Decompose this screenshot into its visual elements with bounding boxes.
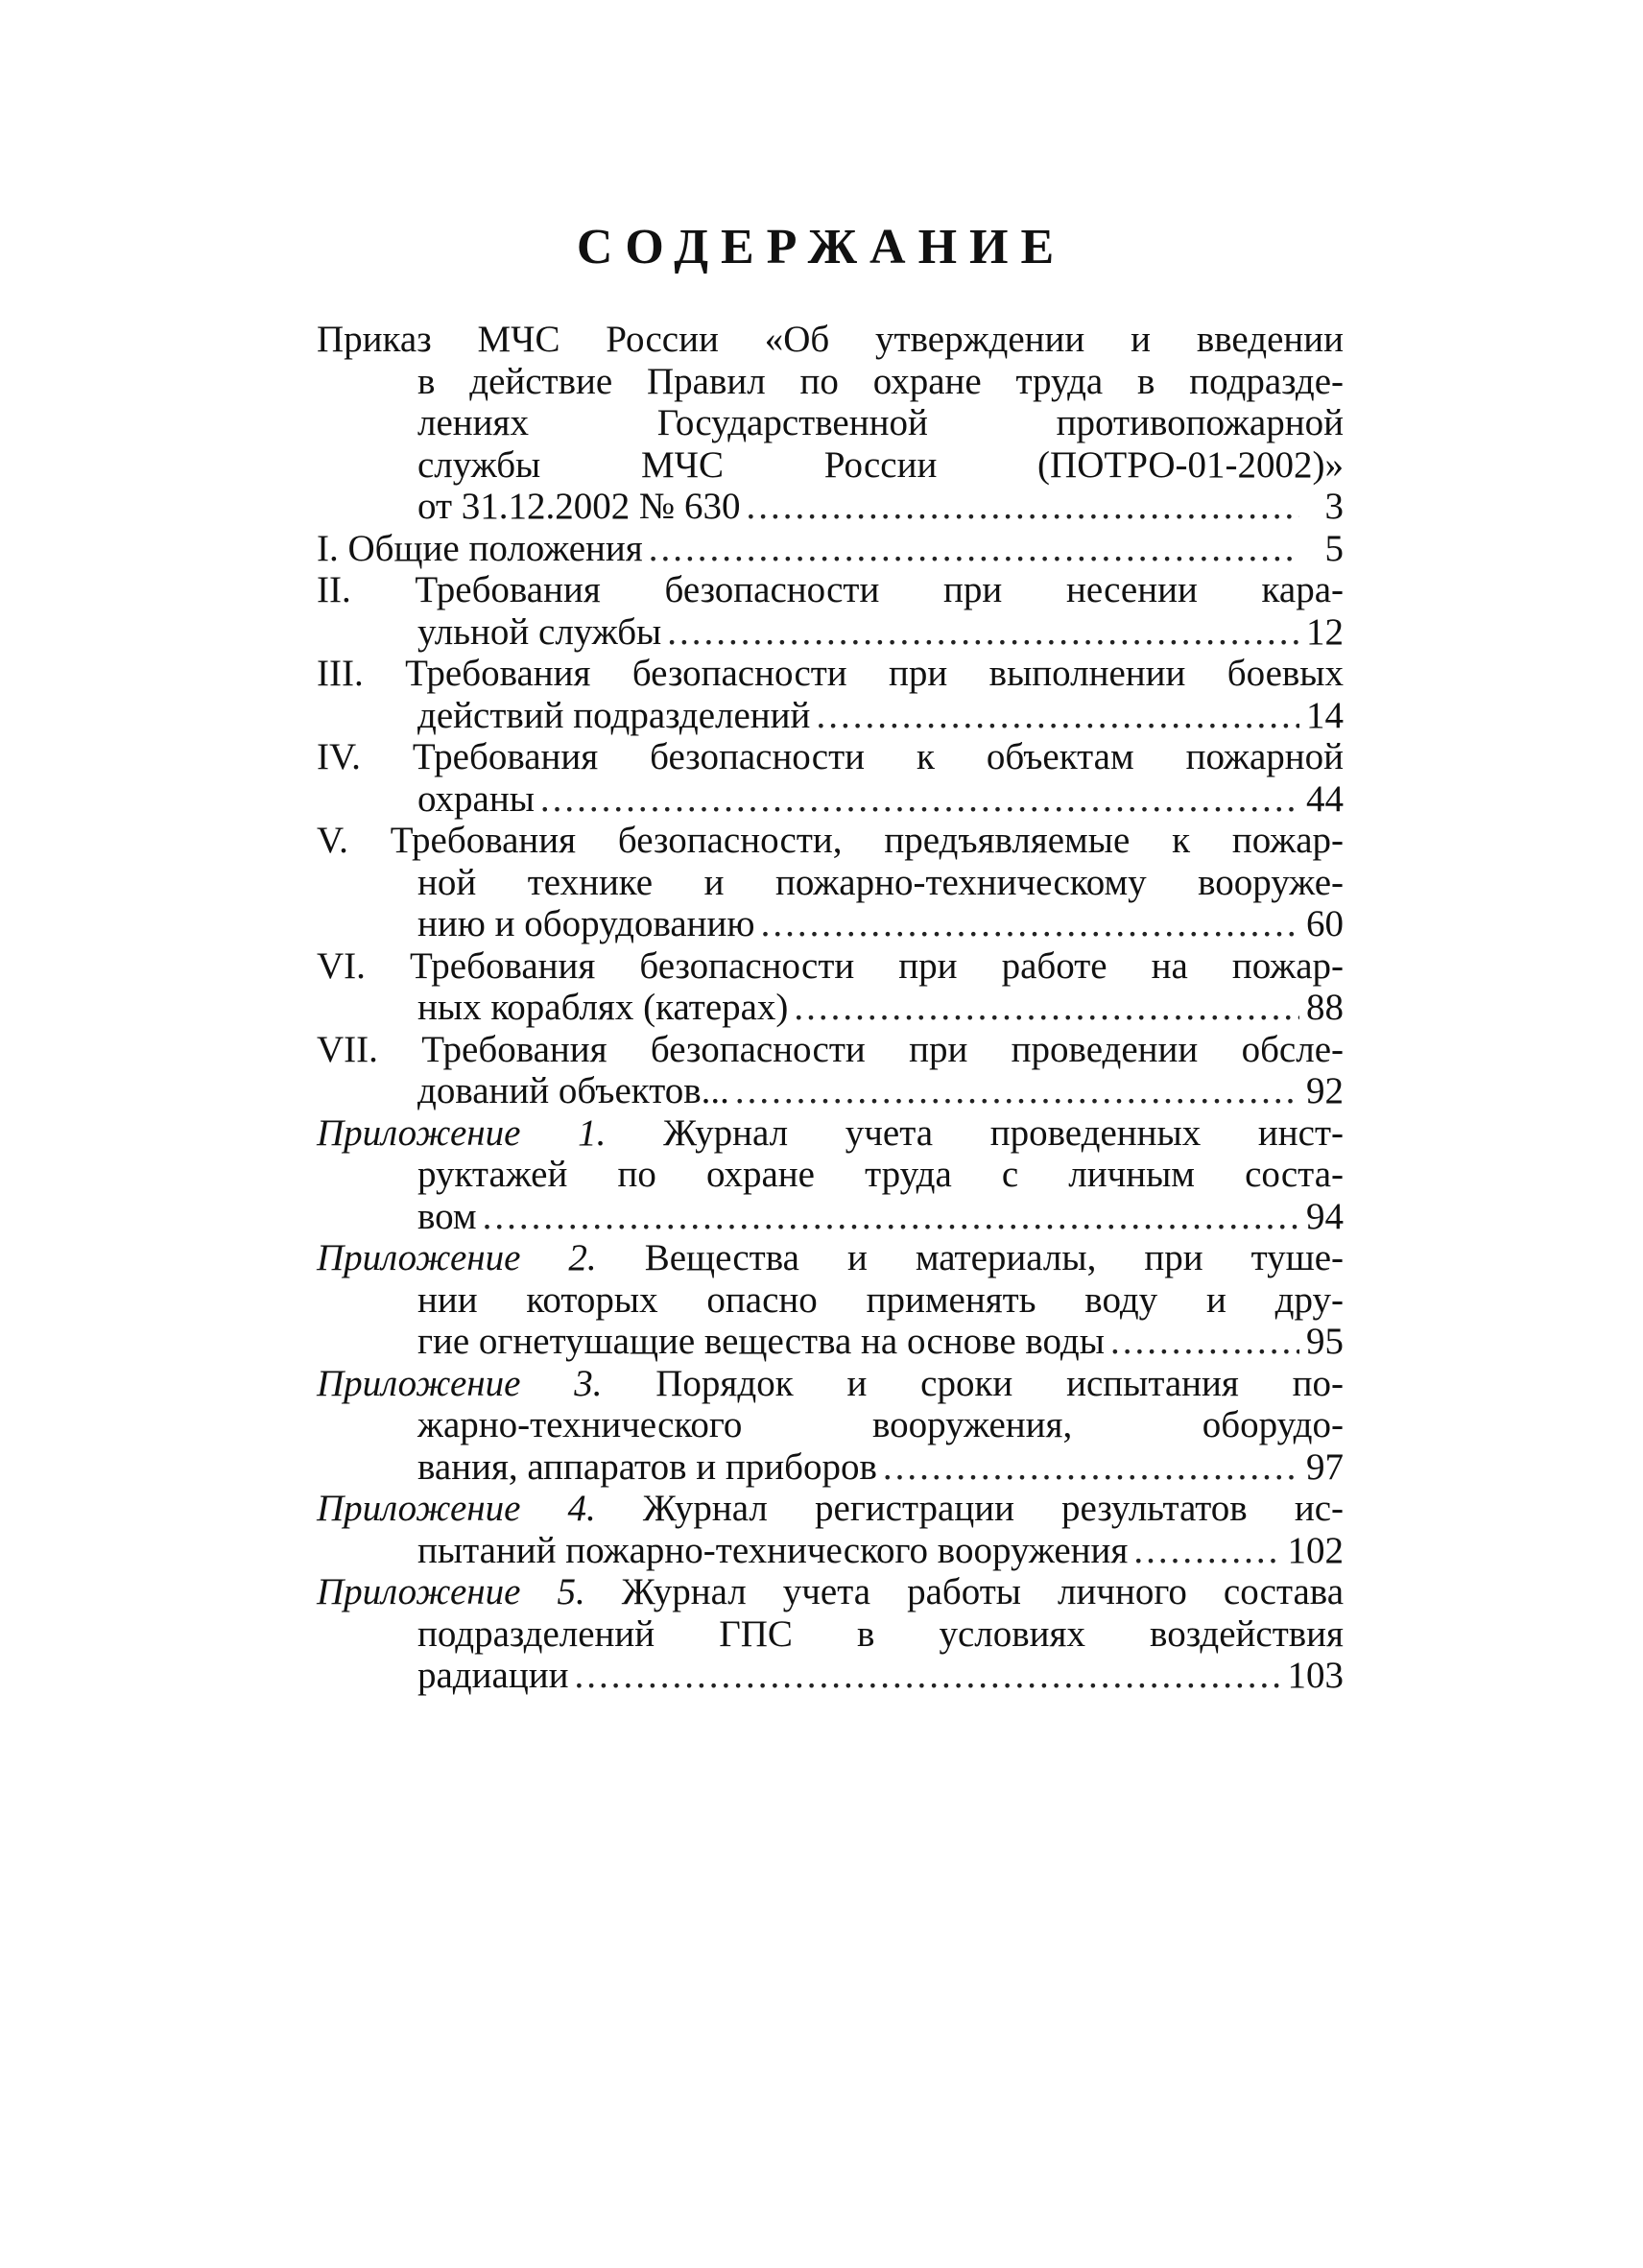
toc-line bbox=[317, 778, 1344, 821]
toc-line-text bbox=[417, 611, 661, 654]
toc-line-text bbox=[317, 1363, 1344, 1404]
toc-entry bbox=[317, 1488, 1344, 1571]
toc-line-text bbox=[417, 1196, 477, 1238]
toc-line bbox=[317, 611, 1344, 654]
appendix-label: Приложение 4. bbox=[317, 1488, 596, 1529]
toc-entry bbox=[317, 1112, 1344, 1238]
page-number: 14 bbox=[1306, 694, 1344, 736]
toc-line-text bbox=[417, 778, 535, 821]
toc-text: I. Общие положения bbox=[317, 527, 643, 569]
page-title: СОДЕРЖАНИЕ bbox=[576, 220, 1067, 275]
toc-line bbox=[317, 402, 1344, 444]
toc-line bbox=[317, 1154, 1344, 1196]
toc-line bbox=[317, 1613, 1344, 1656]
toc-line-text bbox=[417, 444, 1344, 486]
toc-line bbox=[317, 1112, 1344, 1155]
toc-text: вания, аппаратов и приборов bbox=[417, 1445, 877, 1488]
toc-line bbox=[317, 528, 1344, 570]
toc-line-text bbox=[317, 1571, 1344, 1612]
toc-line-text bbox=[417, 486, 741, 528]
toc-text: нию и оборудованию bbox=[417, 903, 755, 944]
appendix-label: Приложение 2. bbox=[317, 1237, 597, 1278]
dot-leader bbox=[747, 486, 1300, 528]
page-number: 5 bbox=[1324, 527, 1344, 569]
toc-text: Журнал учета работы личного состава bbox=[584, 1571, 1345, 1612]
toc-line-text bbox=[317, 1029, 1344, 1070]
toc-text: ных кораблях (катерах) bbox=[417, 987, 789, 1028]
toc-line bbox=[317, 945, 1344, 988]
toc-entry bbox=[317, 319, 1344, 528]
page-number: 102 bbox=[1287, 1529, 1344, 1571]
toc-line bbox=[317, 653, 1344, 695]
toc-line-text bbox=[317, 1237, 1344, 1278]
toc-line bbox=[317, 361, 1344, 403]
toc-line bbox=[317, 1363, 1344, 1405]
toc-entry bbox=[317, 653, 1344, 736]
toc-entry bbox=[317, 820, 1344, 945]
toc-line-text bbox=[417, 862, 1344, 903]
toc-text: VI. Требования безопасности при работе на пожар- bbox=[317, 944, 1344, 987]
toc-line-text bbox=[317, 736, 1344, 777]
toc-line-text bbox=[417, 1321, 1105, 1363]
dot-leader bbox=[816, 695, 1299, 737]
toc-line bbox=[317, 1029, 1344, 1071]
appendix-label: Приложение 1. bbox=[317, 1111, 607, 1154]
toc-line-text bbox=[317, 1488, 1344, 1529]
page-number: 60 bbox=[1306, 903, 1344, 944]
toc-text: Журнал регистрации результатов ис- bbox=[595, 1488, 1345, 1529]
page-number: 94 bbox=[1306, 1195, 1344, 1237]
page-number: 88 bbox=[1306, 987, 1344, 1028]
dot-leader bbox=[1133, 1530, 1281, 1572]
toc-text: руктажей по охране труда с личным соста- bbox=[417, 1154, 1344, 1195]
dot-leader bbox=[883, 1446, 1299, 1489]
toc-entry bbox=[317, 528, 1344, 570]
toc-text: жарно-технического вооружения, оборудо- bbox=[417, 1404, 1344, 1445]
appendix-label: Приложение 5. bbox=[317, 1571, 585, 1612]
page-number: 44 bbox=[1306, 777, 1344, 820]
toc-line bbox=[317, 1279, 1344, 1322]
toc-text: II. Требования безопасности при несении кара- bbox=[317, 569, 1344, 610]
dot-leader bbox=[1110, 1321, 1299, 1363]
toc-entry bbox=[317, 569, 1344, 653]
toc-text: IV. Требования безопасности к объектам пожарной bbox=[317, 736, 1344, 777]
toc-line bbox=[317, 1404, 1344, 1446]
dot-leader bbox=[794, 987, 1299, 1029]
dot-leader bbox=[761, 903, 1299, 945]
toc-text: в действие Правил по охране труда в подразде- bbox=[417, 360, 1344, 402]
toc-text: радиации bbox=[417, 1655, 569, 1696]
page-number: 97 bbox=[1306, 1445, 1344, 1488]
page-number: 3 bbox=[1324, 486, 1344, 527]
toc-text: Журнал учета проведенных инст- bbox=[606, 1111, 1344, 1154]
toc-line bbox=[317, 1488, 1344, 1530]
toc-line-text bbox=[417, 903, 755, 945]
toc-line bbox=[317, 1070, 1344, 1112]
toc-line bbox=[317, 1530, 1344, 1572]
toc-line bbox=[317, 695, 1344, 737]
toc-line-text bbox=[417, 695, 810, 737]
appendix-label: Приложение 3. bbox=[317, 1362, 603, 1404]
table-of-contents bbox=[317, 319, 1344, 1697]
dot-leader bbox=[649, 528, 1299, 570]
toc-text: III. Требования безопасности при выполнении боевых bbox=[317, 653, 1344, 694]
dot-leader bbox=[735, 1070, 1299, 1112]
toc-line-text bbox=[417, 1655, 568, 1697]
dot-leader bbox=[483, 1196, 1299, 1238]
toc-text: VII. Требования безопасности при проведении обсле- bbox=[317, 1028, 1344, 1070]
dot-leader bbox=[667, 611, 1299, 654]
toc-text: V. Требования безопасности, предъявляемые к пожар- bbox=[317, 820, 1344, 861]
toc-line-text bbox=[317, 945, 1344, 987]
toc-line bbox=[317, 862, 1344, 904]
toc-text: дований объектов... bbox=[417, 1070, 729, 1111]
toc-text: Порядок и сроки испытания по- bbox=[602, 1362, 1344, 1404]
page-number: 12 bbox=[1306, 610, 1344, 653]
toc-line-text bbox=[317, 319, 1344, 360]
toc-line-text bbox=[317, 569, 1344, 610]
toc-line bbox=[317, 987, 1344, 1029]
toc-line-text bbox=[417, 1154, 1344, 1195]
toc-line-text bbox=[417, 361, 1344, 402]
toc-text: действий подразделений bbox=[417, 694, 811, 736]
toc-text: пытаний пожарно-технического вооружения bbox=[417, 1529, 1129, 1571]
toc-text: лениях Государственной противопожарной bbox=[417, 402, 1344, 443]
toc-line bbox=[317, 1655, 1344, 1697]
toc-line bbox=[317, 1196, 1344, 1238]
toc-line-text bbox=[317, 528, 643, 570]
toc-line bbox=[317, 486, 1344, 528]
toc-line-text bbox=[417, 1070, 729, 1112]
toc-entry bbox=[317, 945, 1344, 1029]
toc-line bbox=[317, 736, 1344, 778]
toc-line-text bbox=[317, 1112, 1344, 1154]
toc-line bbox=[317, 1321, 1344, 1363]
toc-entry bbox=[317, 1363, 1344, 1489]
toc-line bbox=[317, 903, 1344, 945]
toc-line bbox=[317, 1446, 1344, 1489]
dot-leader bbox=[540, 778, 1299, 821]
toc-text: нии которых опасно применять воду и дру- bbox=[417, 1278, 1344, 1321]
toc-entry bbox=[317, 1029, 1344, 1112]
toc-line bbox=[317, 569, 1344, 611]
toc-line bbox=[317, 820, 1344, 862]
toc-entry bbox=[317, 1237, 1344, 1363]
toc-text: Приказ МЧС России «Об утверждении и введении bbox=[317, 319, 1344, 360]
toc-line-text bbox=[417, 1279, 1344, 1321]
toc-line-text bbox=[417, 987, 788, 1029]
toc-line bbox=[317, 319, 1344, 361]
toc-text: службы МЧС России (ПОТРО-01-2002)» bbox=[417, 443, 1344, 486]
toc-line-text bbox=[317, 820, 1344, 861]
toc-text: вом bbox=[417, 1195, 477, 1237]
toc-text: ульной службы bbox=[417, 610, 662, 653]
toc-line bbox=[317, 1571, 1344, 1613]
dot-leader bbox=[574, 1655, 1281, 1697]
toc-line-text bbox=[317, 653, 1344, 694]
toc-line bbox=[317, 444, 1344, 487]
page-number: 95 bbox=[1306, 1321, 1344, 1362]
toc-text: от 31.12.2002 № 630 bbox=[417, 486, 741, 527]
toc-line bbox=[317, 1237, 1344, 1279]
toc-line-text bbox=[417, 1404, 1344, 1445]
toc-text: Вещества и материалы, при туше- bbox=[596, 1237, 1344, 1278]
toc-text: ной технике и пожарно-техническому вооруже- bbox=[417, 861, 1344, 903]
toc-text: подразделений ГПС в условиях воздействия bbox=[417, 1612, 1344, 1655]
toc-line-text bbox=[417, 402, 1344, 443]
page-number: 92 bbox=[1306, 1070, 1344, 1111]
toc-line-text bbox=[417, 1613, 1344, 1655]
toc-text: охраны bbox=[417, 777, 535, 820]
page-number: 103 bbox=[1287, 1655, 1344, 1696]
toc-entry bbox=[317, 1571, 1344, 1697]
toc-text: гие огнетушащие вещества на основе воды bbox=[417, 1321, 1105, 1362]
toc-line-text bbox=[417, 1446, 877, 1489]
toc-line-text bbox=[417, 1530, 1128, 1572]
toc-entry bbox=[317, 736, 1344, 820]
